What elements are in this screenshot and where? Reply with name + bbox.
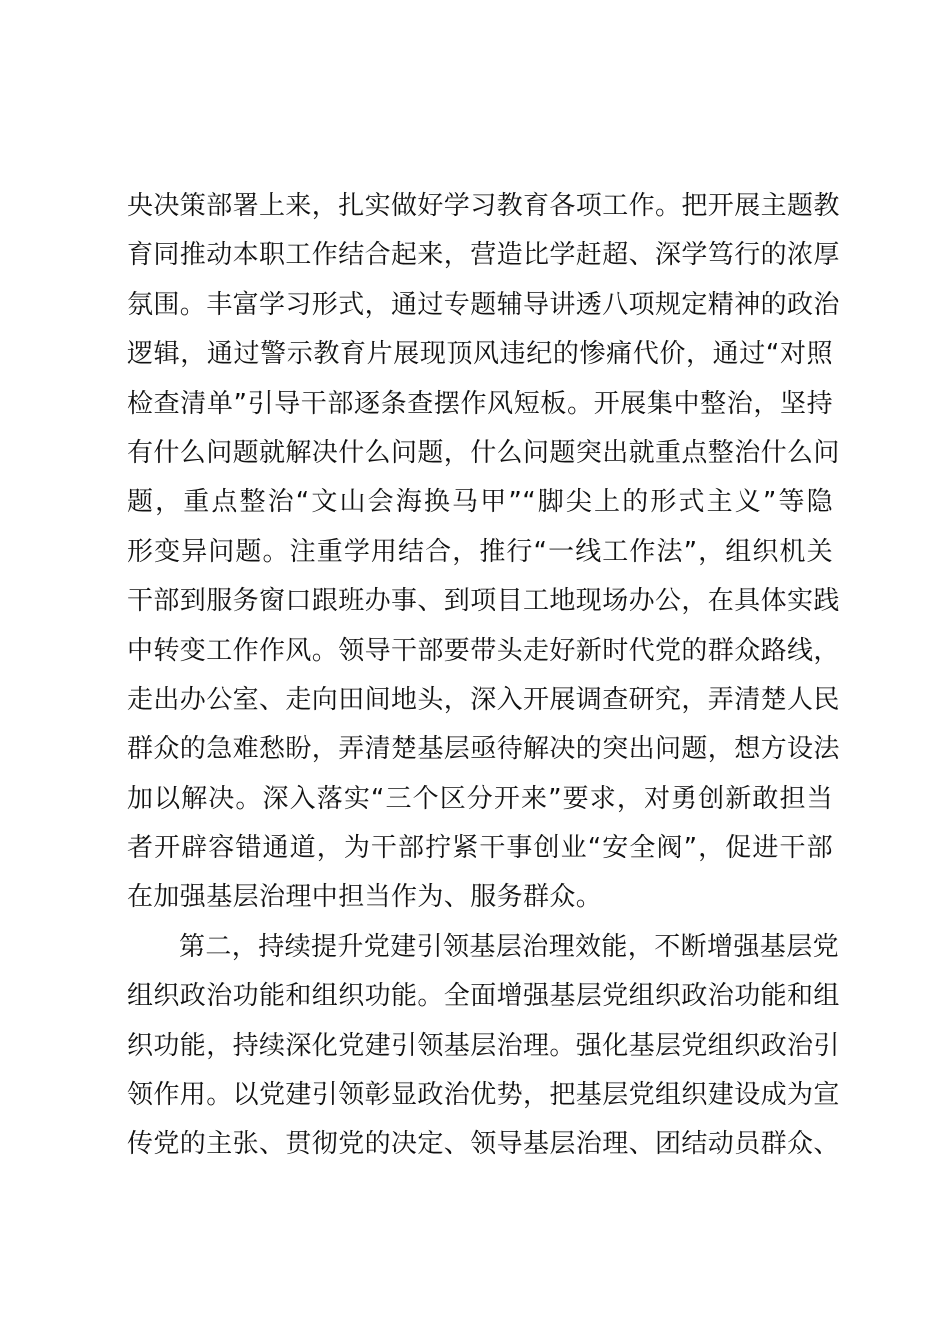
text-line: 织功能，持续深化党建引领基层治理。强化基层党组织政治引: [127, 1030, 840, 1061]
text-line: 第二，持续提升党建引领基层治理效能，不断增强基层党: [179, 931, 840, 962]
text-line: 氛围。丰富学习形式，通过专题辅导讲透八项规定精神的政治: [127, 289, 840, 320]
text-line: 加以解决。深入落实“三个区分开来”要求，对勇创新敢担当: [127, 783, 833, 814]
text-line: 题，重点整治“文山会海换马甲”“脚尖上的形式主义”等隐: [127, 487, 833, 518]
text-line: 组织政治功能和组织功能。全面增强基层党组织政治功能和组: [127, 981, 840, 1012]
text-line: 形变异问题。注重学用结合，推行“一线工作法”，组织机关: [127, 536, 833, 567]
text-line: 央决策部署上来，扎实做好学习教育各项工作。把开展主题教: [127, 191, 840, 221]
text-line: 育同推动本职工作结合起来，营造比学赶超、深学笃行的浓厚: [127, 240, 840, 271]
text-line: 领作用。以党建引领彰显政治优势，把基层党组织建设成为宣: [127, 1080, 840, 1111]
body-text: [127, 182, 840, 1170]
text-line: 中转变工作作风。领导干部要带头走好新时代党的群众路线，: [127, 635, 840, 666]
text-line: 群众的急难愁盼，弄清楚基层亟待解决的突出问题，想方设法: [127, 734, 840, 765]
text-line: 有什么问题就解决什么问题，什么问题突出就重点整治什么问: [127, 437, 840, 468]
text-line: 传党的主张、贯彻党的决定、领导基层治理、团结动员群众、: [127, 1129, 840, 1160]
text-line: 在加强基层治理中担当作为、服务群众。: [127, 882, 603, 913]
text-line: 者开辟容错通道，为干部拧紧干事创业“安全阀”，促进干部: [127, 833, 833, 864]
text-line: 逻辑，通过警示教育片展现顶风违纪的惨痛代价，通过“对照: [127, 339, 833, 370]
text-line: 干部到服务窗口跟班办事、到项目工地现场办公，在具体实践: [127, 586, 840, 617]
text-line: 检查清单”引导干部逐条查摆作风短板。开展集中整治，坚持: [127, 388, 833, 419]
text-line: 走出办公室、走向田间地头，深入开展调查研究，弄清楚人民: [127, 684, 840, 715]
